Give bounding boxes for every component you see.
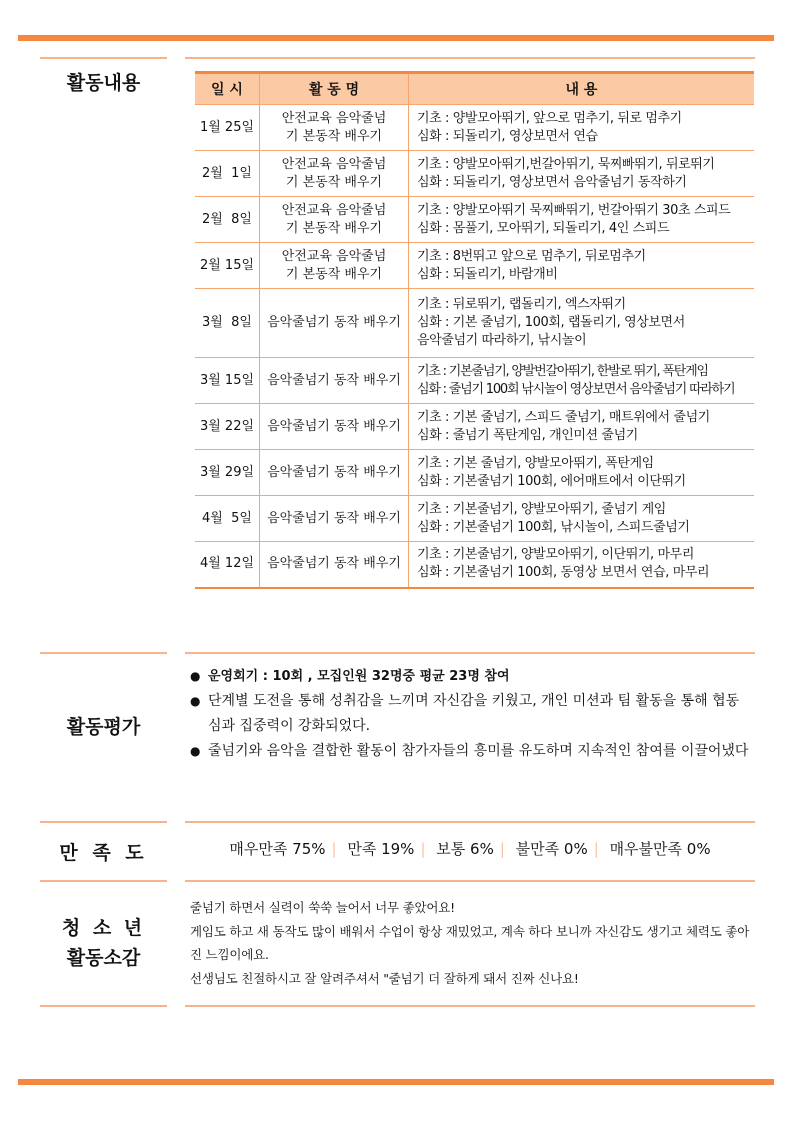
section-title-impressions-2: 활동소감 xyxy=(66,947,141,969)
content-line: 기초 : 기본줄넘기, 양발모아뛰기, 이단뛰기, 마무리 xyxy=(417,547,694,563)
row-date: 3월 8일 xyxy=(195,289,260,358)
row-activity-name: 음악줄넘기 동작 배우기 xyxy=(260,542,409,588)
content-line: 심화 : 줄넘기 100회 낚시놀이 영상보면서 음악줄넘기 따라하기 xyxy=(417,381,735,397)
row-activity-name: 음악줄넘기 동작 배우기 xyxy=(260,358,409,404)
row-date: 2월 15일 xyxy=(195,243,260,289)
content-line: 기초 : 양발모아뛰기 묵찌빠뛰기, 번갈아뛰기 30초 스피드 xyxy=(417,202,731,218)
header-name: 활 동 명 xyxy=(260,73,409,105)
divider xyxy=(40,1005,167,1007)
row-activity-name: 안전교육 음악줄넘기 본동작 배우기 xyxy=(260,105,409,151)
content-line: 심화 : 되돌리기, 영상보면서 음악줄넘기 동작하기 xyxy=(417,174,687,190)
row-date: 3월 29일 xyxy=(195,450,260,496)
content-line: 기초 : 8번뛰고 앞으로 멈추기, 뒤로멈추기 xyxy=(417,248,646,264)
evaluation-item: ● 줄넘기와 음악을 결합한 활동이 참가자들의 흥미를 유도하며 지속적인 참여를 이끌어냈다 xyxy=(190,739,750,764)
satisfaction-results: 매우만족 75% | 만족 19% | 보통 6% | 불만족 0% | 매우불만족 0% xyxy=(229,840,711,858)
divider xyxy=(185,880,755,882)
content-line: 심화 : 되돌리기, 영상보면서 연습 xyxy=(417,128,598,144)
row-content xyxy=(409,496,755,542)
row-date: 4월 12일 xyxy=(195,542,260,588)
divider xyxy=(40,880,167,882)
table-row xyxy=(195,358,754,404)
divider xyxy=(40,821,167,823)
divider xyxy=(185,57,755,59)
table-row xyxy=(195,496,754,542)
row-content xyxy=(409,105,755,151)
row-activity-name: 안전교육 음악줄넘기 본동작 배우기 xyxy=(260,151,409,197)
content-line: 심화 : 되돌리기, 바람개비 xyxy=(417,266,558,282)
row-date: 4월 5일 xyxy=(195,496,260,542)
table-row xyxy=(195,404,754,450)
table-row xyxy=(195,243,754,289)
divider xyxy=(185,652,755,654)
impression-line: 선생님도 친절하시고 잘 알려주셔서 "줄넘기 더 잘하게 돼서 진짜 신나요! xyxy=(190,970,579,986)
divider xyxy=(40,57,167,59)
content-line: 심화 : 기본줄넘기 100회, 낚시놀이, 스피드줄넘기 xyxy=(417,519,690,535)
table-row xyxy=(195,197,754,243)
section-title-satisfaction: 만 족 도 xyxy=(59,842,148,864)
row-content xyxy=(409,197,755,243)
table-row xyxy=(195,450,754,496)
row-content xyxy=(409,151,755,197)
impression-line: 게임도 하고 새 동작도 많이 배워서 수업이 항상 재밌었고, 계속 하다 보니까 자신감도 생기고 체력도 좋아진 느낌이에요. xyxy=(190,923,750,962)
row-content xyxy=(409,289,755,358)
table-row xyxy=(195,289,754,358)
table-row xyxy=(195,105,754,151)
evaluation-item: ● 운영회기 : 10회 , 모집인원 32명중 평균 23명 참여 xyxy=(190,664,750,689)
header-content: 내 용 xyxy=(409,73,755,105)
row-date: 1월 25일 xyxy=(195,105,260,151)
row-content xyxy=(409,243,755,289)
satisfaction-satisfied: 만족 19% xyxy=(347,840,415,858)
divider xyxy=(40,652,167,654)
row-content xyxy=(409,404,755,450)
content-line: 심화 : 기본 줄넘기, 100회, 랩돌리기, 영상보면서 xyxy=(417,315,685,330)
row-activity-name: 음악줄넘기 동작 배우기 xyxy=(260,289,409,358)
satisfaction-dissatisfied: 불만족 0% xyxy=(515,840,588,858)
header-date: 일 시 xyxy=(195,73,260,105)
row-activity-name: 안전교육 음악줄넘기 본동작 배우기 xyxy=(260,197,409,243)
content-line: 심화 : 몸풀기, 모아뛰기, 되돌리기, 4인 스피드 xyxy=(417,220,670,236)
content-line: 기초 : 기본 줄넘기, 양발모아뛰기, 폭탄게임 xyxy=(417,455,654,471)
row-content xyxy=(409,542,755,588)
evaluation-list xyxy=(190,664,750,764)
bottom-accent-bar xyxy=(18,1079,774,1085)
satisfaction-very-satisfied: 매우만족 75% xyxy=(229,840,326,858)
section-title-evaluation: 활동평가 xyxy=(66,716,141,738)
divider xyxy=(185,821,755,823)
content-line: 음악줄넘기 따라하기, 낚시놀이 xyxy=(417,333,587,348)
content-line: 심화 : 기본줄넘기 100회, 에어매트에서 이단뛰기 xyxy=(417,473,686,489)
row-activity-name: 안전교육 음악줄넘기 본동작 배우기 xyxy=(260,243,409,289)
content-line: 기초 : 기본줄넘기, 양발번갈아뛰기, 한발로 뛰기, 폭탄게임 xyxy=(417,363,708,379)
content-line: 기초 : 양발모아뛰기,번갈아뛰기, 묵찌빠뛰기, 뒤로뛰기 xyxy=(417,156,715,172)
row-date: 2월 1일 xyxy=(195,151,260,197)
row-activity-name: 음악줄넘기 동작 배우기 xyxy=(260,496,409,542)
row-date: 2월 8일 xyxy=(195,197,260,243)
table-row xyxy=(195,542,754,588)
row-activity-name: 음악줄넘기 동작 배우기 xyxy=(260,404,409,450)
section-title-activity: 활동내용 xyxy=(66,72,141,94)
content-line: 기초 : 양발모아뛰기, 앞으로 멈추기, 뒤로 멈추기 xyxy=(417,110,682,126)
row-activity-name: 음악줄넘기 동작 배우기 xyxy=(260,450,409,496)
content-line: 기초 : 기본 줄넘기, 스피드 줄넘기, 매트위에서 줄넘기 xyxy=(417,409,710,425)
row-content xyxy=(409,358,755,404)
evaluation-item: ● 단계별 도전을 통해 성취감을 느끼며 자신감을 키웠고, 개인 미션과 팀 활동을 통해 협동심과 집중력이 강화되었다. xyxy=(190,689,750,739)
activity-table xyxy=(195,71,754,589)
top-accent-bar xyxy=(18,35,774,41)
satisfaction-neutral: 보통 6% xyxy=(436,840,494,858)
content-line: 심화 : 기본줄넘기 100회, 동영상 보면서 연습, 마무리 xyxy=(417,565,710,581)
impressions-text xyxy=(190,896,755,990)
row-date: 3월 15일 xyxy=(195,358,260,404)
satisfaction-very-dissatisfied: 매우불만족 0% xyxy=(609,840,711,858)
divider xyxy=(185,1005,755,1007)
table-row xyxy=(195,151,754,197)
content-line: 기초 : 뒤로뛰기, 랩돌리기, 엑스자뛰기 xyxy=(417,297,626,312)
content-line: 기초 : 기본줄넘기, 양발모아뛰기, 줄넘기 게임 xyxy=(417,501,666,517)
section-title-impressions-1: 청 소 년 xyxy=(61,917,146,939)
content-line: 심화 : 줄넘기 폭탄게임, 개인미션 줄넘기 xyxy=(417,427,638,443)
row-content xyxy=(409,450,755,496)
row-date: 3월 22일 xyxy=(195,404,260,450)
impression-line: 줄넘기 하면서 실력이 쑥쑥 늘어서 너무 좋았어요! xyxy=(190,900,455,915)
